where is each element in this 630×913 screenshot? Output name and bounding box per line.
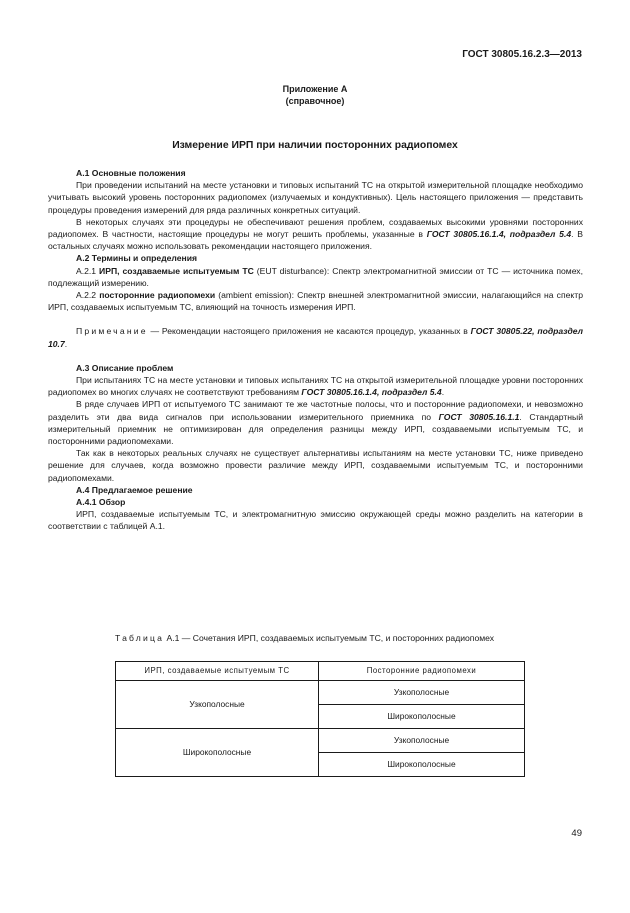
- standard-reference: ГОСТ 30805.16.1.1: [438, 411, 520, 422]
- text-run: В некоторых случаях эти процедуры не обеспечивают решения проблем, создаваемых высокими уровнями посторонних радиопомех. В частности, настоящие процедуры не могут решить проблемы, указанные в: [48, 216, 583, 240]
- paragraph-a3-3: Так как в некоторых реальных случаях не существует альтернативы испытаниям на месте установки ТС, ниже приведено решение для случаев, когда возможно провести различие между ИРП, создаваемыми испытуемым ТС, и посторонними радиопомехами.: [48, 448, 583, 483]
- text-run: В ряде случаев ИРП от испытуемого ТС занимают те же частотные полосы, что и посторонние радиопомехи, и невозможно разделить эти два вида сигналов при использовании измерительного приемника по: [48, 399, 583, 422]
- table-caption-text: А.1 — Сочетания ИРП, создаваемых испытуемым ТС, и посторонних радиопомех: [164, 633, 495, 643]
- section-heading-a3: А.3 Описание проблем: [76, 362, 174, 373]
- table-caption: [115, 632, 525, 644]
- table-caption-label: Таблица: [115, 633, 165, 643]
- table-row: [116, 681, 525, 705]
- text-run: .: [441, 387, 445, 398]
- table-header-row: [116, 662, 525, 681]
- paragraph-a4-1: ИРП, создаваемые испытуемым ТС, и электромагнитную эмиссию окружающей среды можно разделить на категории в соответствии с таблицей А.1.: [48, 509, 583, 532]
- text-run: — Рекомендации настоящего приложения не касаются процедур, указанных в: [147, 326, 471, 337]
- appendix-heading: [0, 83, 630, 107]
- term-name: ИРП, создаваемые испытуемым ТС: [99, 265, 254, 276]
- text-run: При испытаниях ТС на месте установки и типовых испытаниях ТС на открытой измерительной площадке уровни посторонних радиопомех во многих случаях не соответствуют требованиям: [48, 375, 583, 398]
- table-cell-eut: Широкополосные: [116, 729, 319, 777]
- term-number: А.2.1: [76, 265, 100, 276]
- standard-reference: ГОСТ 30805.16.1.4, подраздел 5.4: [426, 229, 572, 240]
- table-cell-ambient: Широкополосные: [319, 753, 525, 777]
- term-a2-1: [48, 265, 583, 289]
- standard-reference: ГОСТ 30805.22, подраздел 10.7: [48, 326, 583, 349]
- standard-reference: ГОСТ 30805.16.1.4, подраздел 5.4: [301, 387, 442, 398]
- paragraph-a3-2: [48, 398, 583, 447]
- text-run: . Стандартный измерительный приемник не оптимизирован для определения разницы между ИРП, создаваемыми испытуемым ТС, и посторонними радиопомехами.: [48, 411, 584, 447]
- table-header-cell: ИРП, создаваемые испытуемым ТС: [116, 662, 319, 681]
- term-definition: (ambient emission): Спектр внешней электромагнитной эмиссии, налагающийся на спектр ИРП, создаваемых испытуемым ТС, влияющий на точность измерения ИРП.: [48, 290, 583, 313]
- term-name: посторонние радиопомехи: [99, 290, 216, 301]
- term-definition: (EUT disturbance): Спектр электромагнитной эмиссии от ТС — источника помех, подлежащий измерению.: [48, 265, 583, 288]
- paragraph-a3-1: [48, 374, 583, 398]
- standard-header: ГОСТ 30805.16.2.3—2013: [462, 49, 582, 60]
- subsection-heading-a4-1: А.4.1 Обзор: [76, 497, 126, 508]
- text-run: .: [64, 338, 68, 349]
- document-body: [48, 167, 583, 533]
- table-header-cell: Посторонние радиопомехи: [319, 662, 525, 681]
- appendix-type: (справочное): [285, 96, 345, 106]
- appendix-label: Приложение А: [282, 84, 348, 94]
- section-heading-a4: А.4 Предлагаемое решение: [76, 484, 193, 495]
- section-heading-a2: А.2 Термины и определения: [76, 253, 198, 264]
- note-a2: [48, 325, 583, 349]
- term-number: А.2.2: [76, 290, 100, 301]
- appendix-title: Измерение ИРП при наличии посторонних радиопомех: [172, 140, 458, 151]
- table-cell-ambient: Узкополосные: [319, 681, 525, 705]
- table-cell-eut: Узкополосные: [116, 681, 319, 729]
- page-number: 49: [571, 828, 582, 839]
- text-run: . В остальных случаях можно использовать рекомендации настоящего приложения.: [48, 229, 583, 252]
- table-row: [116, 729, 525, 753]
- section-heading-a1: А.1 Основные положения: [76, 168, 186, 178]
- paragraph-a1-1: При проведении испытаний на месте установки и типовых испытаний ТС на открытой измерительной площадке необходимо учитывать высокий уровень посторонних радиопомех (излучаемых и кондуктивных). Цель настоящего приложения — представить процедуры проведения измерений для ряда различных конкретных ситуаций.: [48, 180, 583, 215]
- table-cell-ambient: Широкополосные: [319, 705, 525, 729]
- combinations-table: [115, 661, 525, 777]
- note-label: Примечание: [76, 326, 148, 337]
- term-a2-2: [48, 289, 583, 313]
- table-cell-ambient: Узкополосные: [319, 729, 525, 753]
- paragraph-a1-2: [48, 216, 583, 253]
